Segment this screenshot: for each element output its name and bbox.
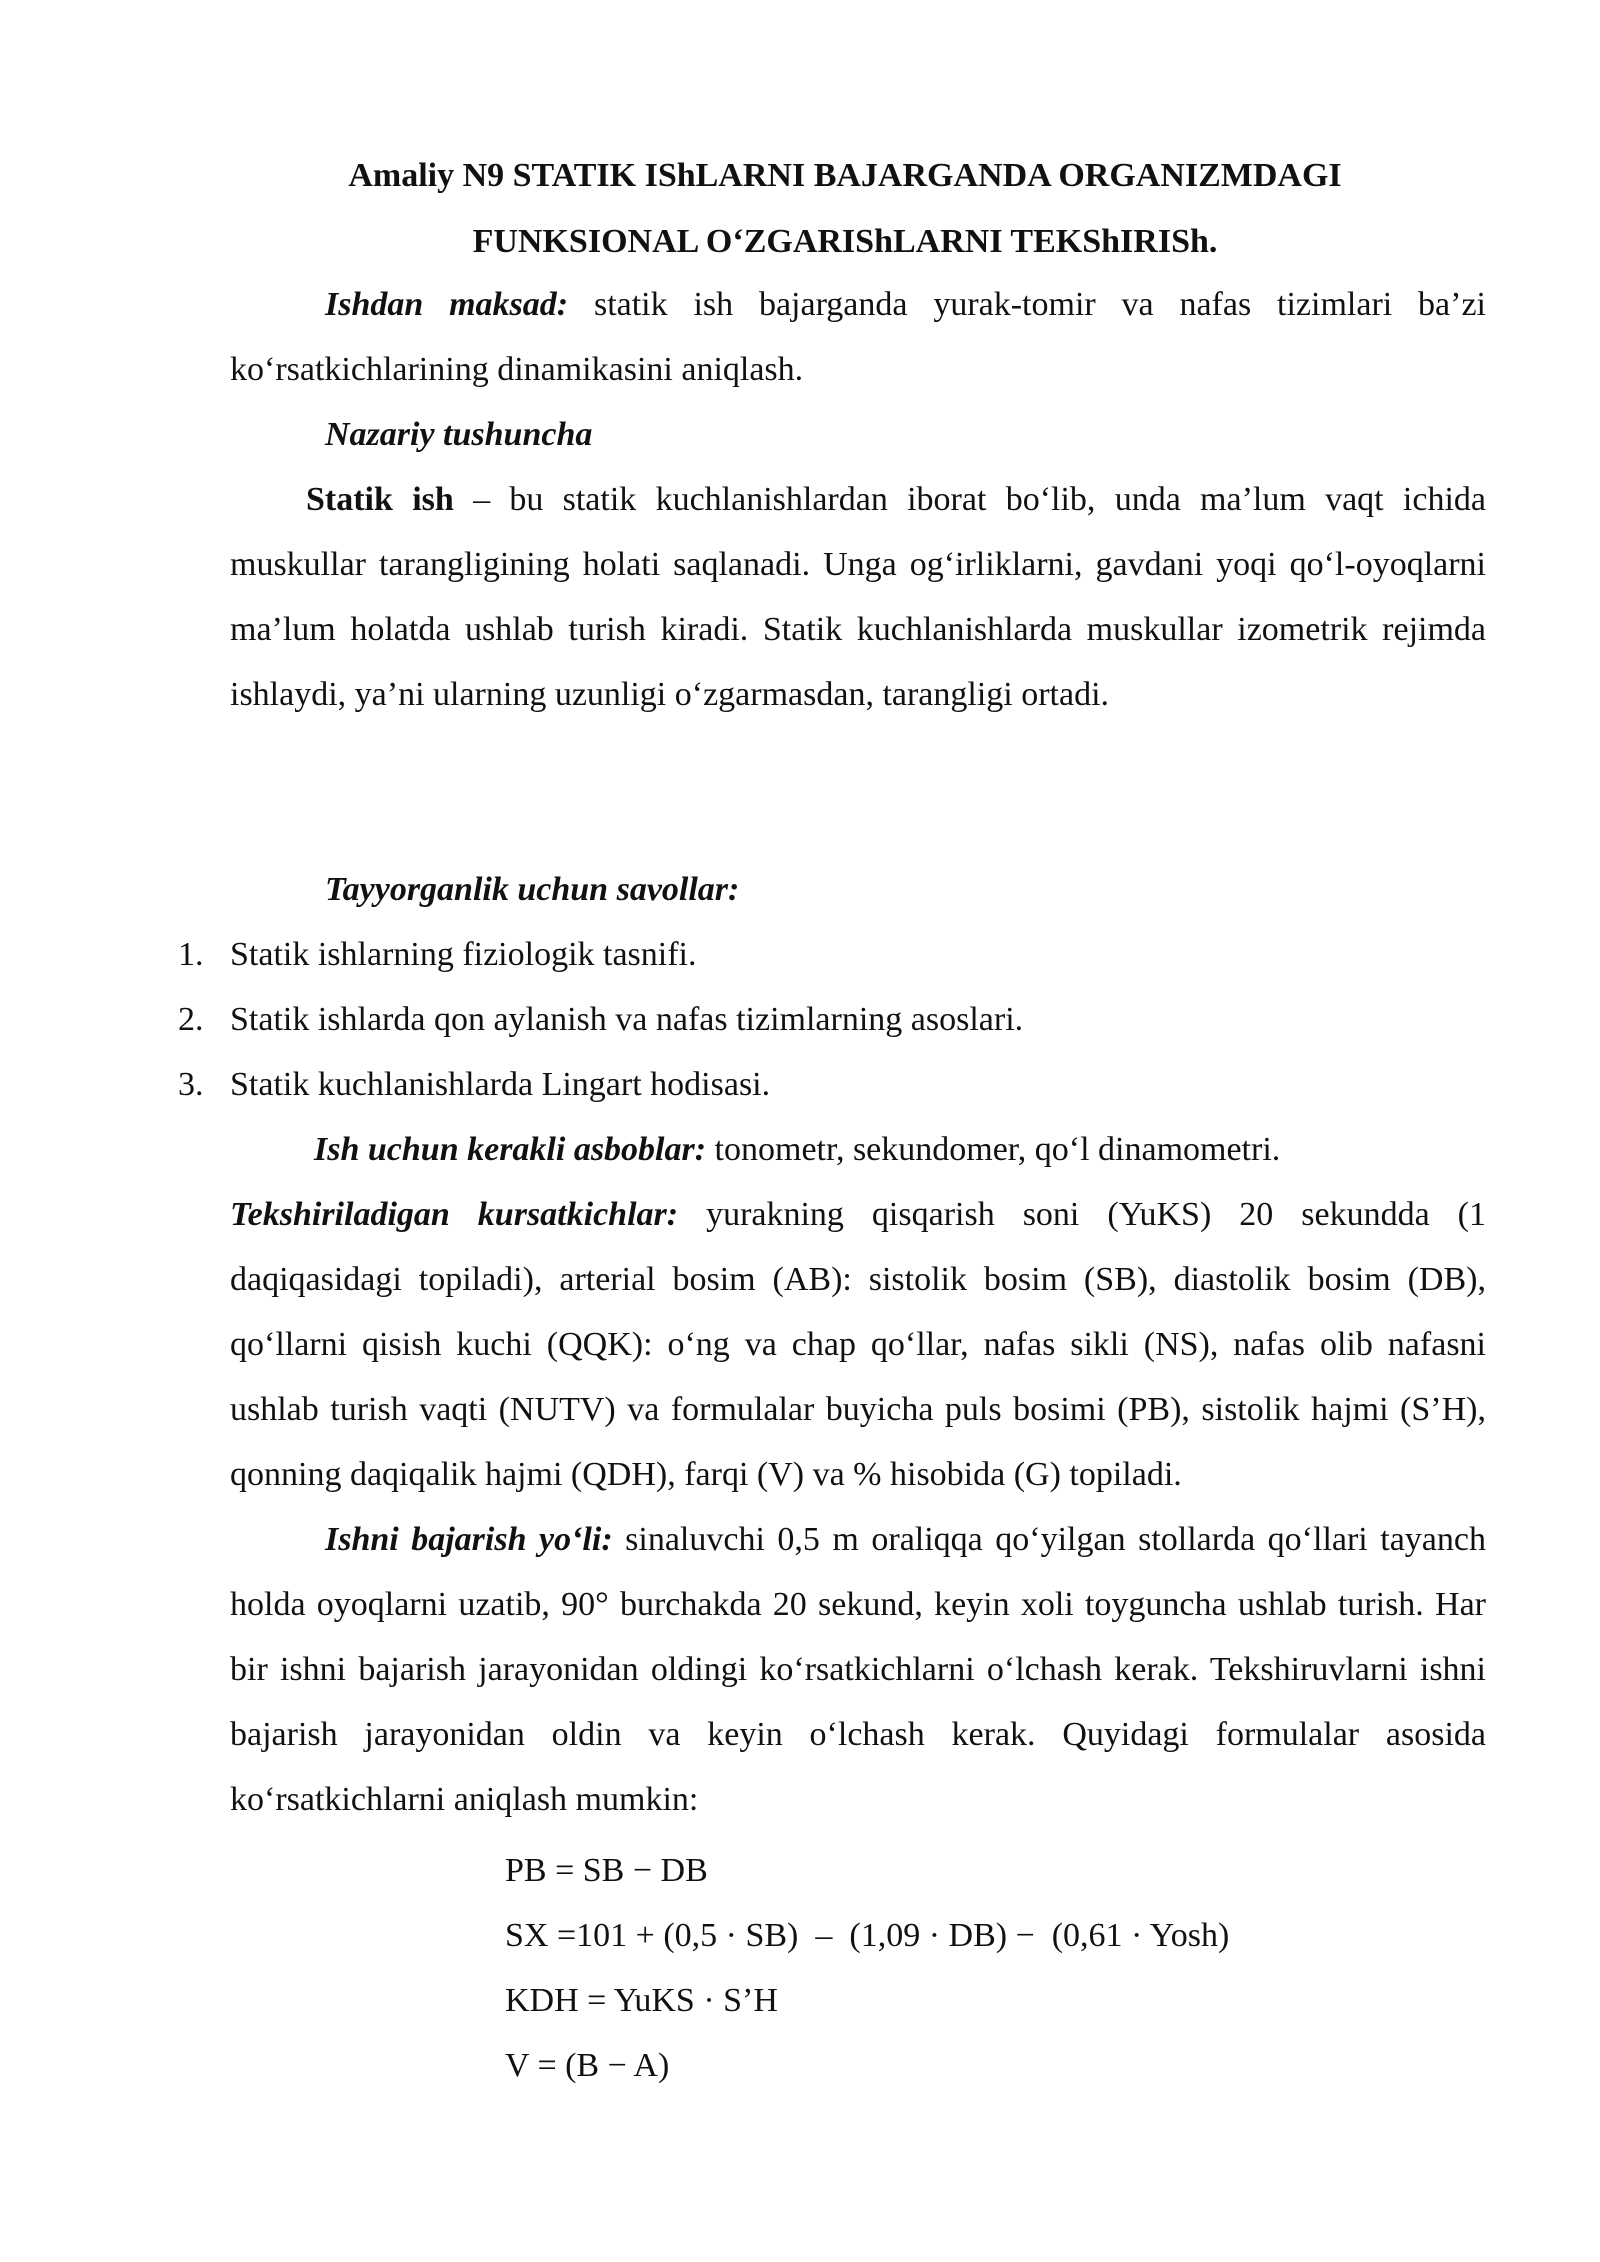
formula-line: V = (B − A)	[505, 2047, 670, 2084]
tools-label: Ish uchun kerakli asboblar:	[314, 1131, 707, 1168]
page-title-line-2: FUNKSIONAL O‘ZGARIShLARNI TEKShIRISh.	[472, 223, 1218, 260]
list-item-number: 3.	[178, 1066, 204, 1103]
procedure-label: Ishni bajarish yo‘li:	[325, 1521, 613, 1558]
questions-heading: Tayyorganlik uchun savollar:	[325, 871, 740, 908]
procedure-text: sinaluvchi 0,5 m oraliqqa qo‘yilgan stollarda qo‘llari tayanch holda oyoqlarni uzatib, 90° burchakda 20 sekund, keyin xoli toyguncha ushlab turish. Har bir ishni bajarish jarayonidan oldingi ko‘rsatkichlarni o‘lchash kerak. Tekshiruvlarni ishni bajarish jarayonidan oldin va keyin o‘lchash kerak. Quyidagi formulalar asosida ko‘rsatkichlarni aniqlash mumkin:	[230, 1521, 1486, 1818]
goal-paragraph	[230, 272, 1486, 402]
static-work-text: – bu statik kuchlanishlardan iborat bo‘lib, unda ma’lum vaqt ichida muskullar tarangligining holati saqlanadi. Unga og‘irliklarni, gavdani yoqi qo‘l-oyoqlarni ma’lum holatda ushlab turish kiradi. Statik kuchlanishlarda muskullar izometrik rejimda ishlaydi, ya’ni ularning uzunligi o‘zgarmasdan, tarangligi ortadi.	[230, 481, 1486, 713]
list-item-text: Statik ishlarda qon aylanish va nafas tizimlarning asoslari.	[230, 1001, 1024, 1038]
list-item-text: Statik kuchlanishlarda Lingart hodisasi.	[230, 1066, 771, 1103]
static-work-paragraph	[230, 467, 1486, 727]
formula-line: SX =101 + (0,5 · SB) – (1,09 · DB) − (0,61 · Yosh)	[505, 1917, 1230, 1954]
tools-text: tonometr, sekundomer, qo‘l dinamometri.	[706, 1131, 1281, 1168]
page-title-line-1: Amaliy N9 STATIK IShLARNI BAJARGANDA ORGANIZMDAGI	[348, 157, 1342, 194]
list-item	[170, 1052, 1470, 1117]
formula-line: KDH = YuKS · S’H	[505, 1982, 778, 2019]
indicators-label: Tekshiriladigan kursatkichlar:	[230, 1196, 679, 1233]
tools-paragraph	[230, 1117, 1486, 1182]
formulas-block	[505, 1838, 1229, 2098]
indicators-text: yurakning qisqarish soni (YuKS) 20 sekundda (1 daqiqasidagi topiladi), arterial bosim (AB): sistolik bosim (SB), diastolik bosim (DB), qo‘llarni qisish kuchi (QQK): o‘ng va chap qo‘llar, nafas sikli (NS), nafas olib nafasni ushlab turish vaqti (NUTV) va formulalar buyicha puls bosimi (PB), sistolik hajmi (S’H), qonning daqiqalik hajmi (QDH), farqi (V) va % hisobida (G) topiladi.	[230, 1196, 1486, 1493]
goal-label: Ishdan maksad:	[325, 286, 569, 323]
list-item-text: Statik ishlarning fiziologik tasnifi.	[230, 936, 697, 973]
list-item-number: 2.	[178, 1001, 204, 1038]
static-work-label: Statik ish	[306, 481, 454, 518]
goal-text: statik ish bajarganda yurak-tomir va nafas tizimlari ba’zi ko‘rsatkichlarining dinamikasini aniqlash.	[230, 286, 1487, 388]
questions-list	[170, 922, 1470, 1117]
list-item	[170, 987, 1470, 1052]
list-item-number: 1.	[178, 936, 204, 973]
indicators-paragraph	[230, 1182, 1486, 1507]
list-item	[170, 922, 1470, 987]
formula-line: PB = SB − DB	[505, 1852, 708, 1889]
theory-heading: Nazariy tushuncha	[325, 416, 593, 453]
procedure-paragraph	[230, 1507, 1486, 1832]
